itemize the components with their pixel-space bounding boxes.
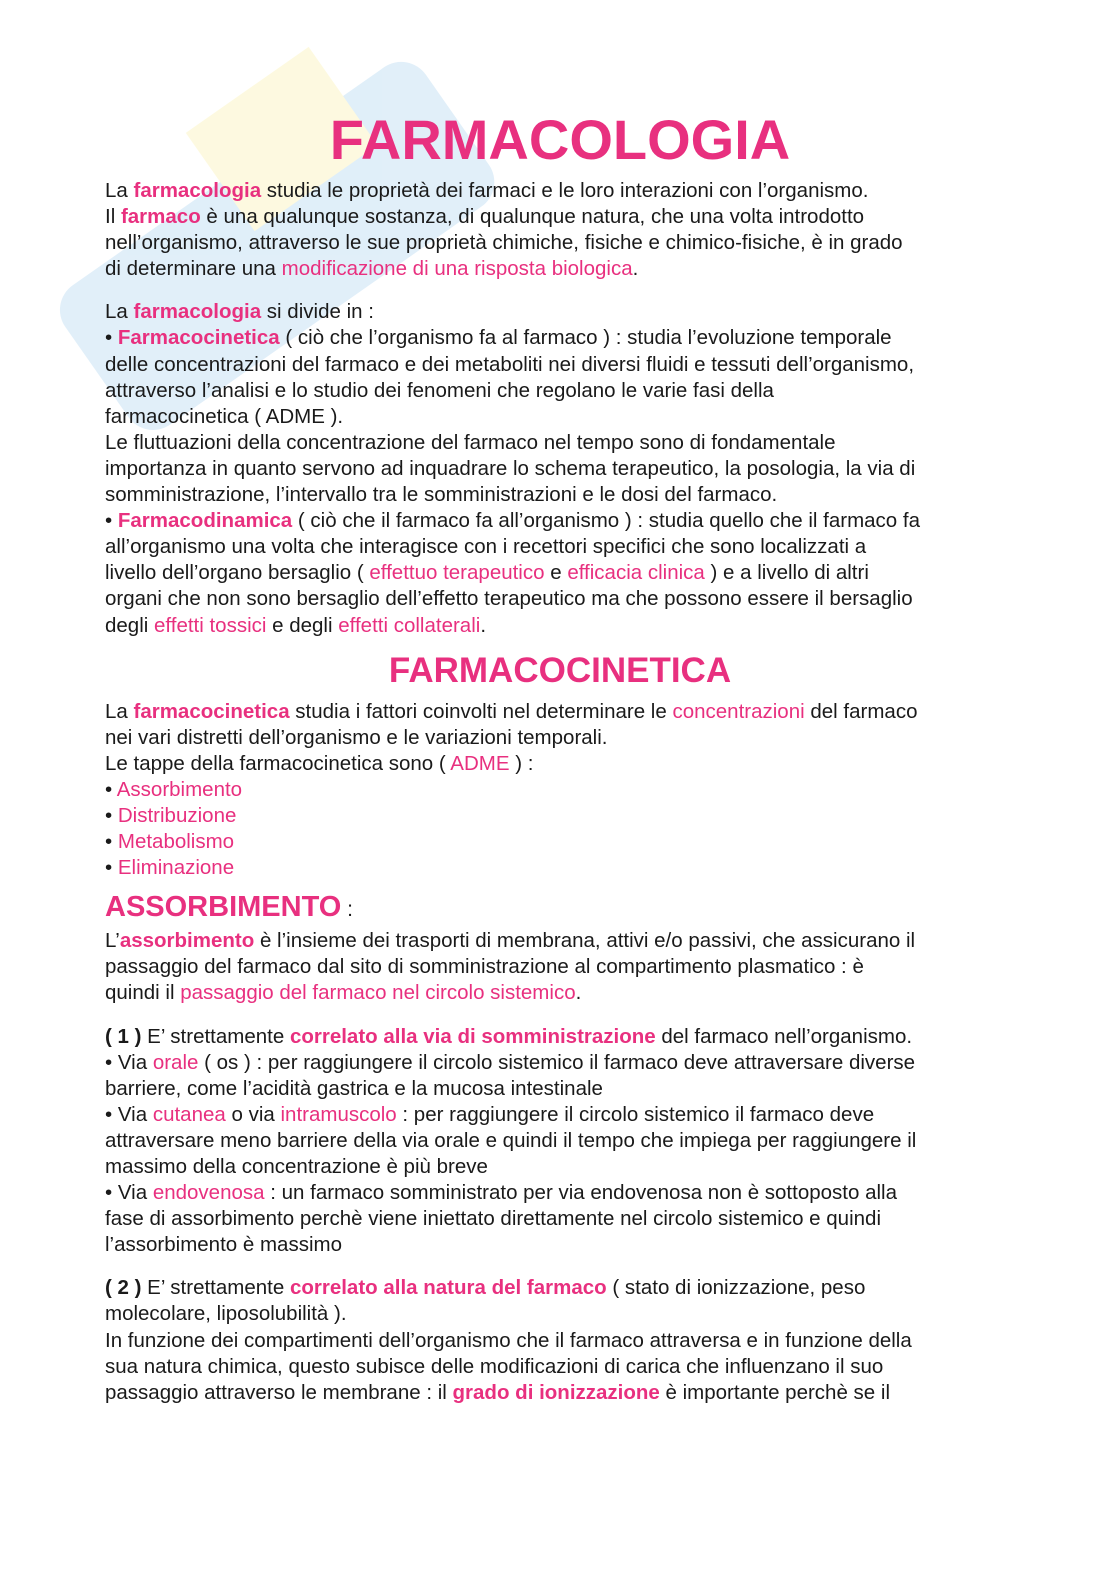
- text-run: La: [105, 300, 134, 324]
- text-run: nell’organismo, attraverso le sue proprietà chimiche, fisiche e chimico-fisiche, è in grado: [105, 231, 903, 255]
- text-line: [105, 178, 1015, 204]
- highlighted-term: Metabolismo: [117, 830, 235, 854]
- text-run: all’organismo una volta che interagisce con i recettori specifici che sono localizzati a: [105, 535, 867, 559]
- text-run: attraverso l’analisi e lo studio dei fenomeni che regolano le varie fasi della: [105, 378, 774, 402]
- document-body: [105, 178, 1015, 1406]
- text-line: [105, 1232, 1015, 1258]
- text-run: è importante perchè se il: [659, 1380, 891, 1404]
- text-run: quindi il: [105, 981, 181, 1005]
- highlighted-term: correlato alla via di somministrazione: [289, 1024, 656, 1048]
- highlighted-term: farmacologia: [133, 300, 262, 324]
- highlighted-term: Farmacocinetica: [117, 326, 280, 350]
- highlighted-term: concentrazioni: [672, 699, 805, 723]
- text-run: organi che non sono bersaglio dell’effetto terapeutico ma che possono essere il bersaglio: [105, 587, 913, 611]
- text-run: del farmaco nell’organismo.: [655, 1024, 913, 1048]
- text-run: ( ciò che l’organismo fa al farmaco ) : studia l’evoluzione temporale: [279, 326, 892, 350]
- paragraph: [105, 928, 1015, 1006]
- text-line: [105, 613, 1015, 639]
- text-line: [105, 829, 1015, 855]
- highlighted-term: passaggio del farmaco nel circolo sistemico: [180, 981, 576, 1005]
- text-line: [105, 1275, 1015, 1301]
- text-run: : per raggiungere il circolo sistemico il farmaco deve: [396, 1102, 875, 1126]
- highlighted-term: efficacia clinica: [567, 561, 705, 585]
- text-line: [105, 534, 1015, 560]
- highlighted-term: modificazione di una risposta biologica: [281, 257, 633, 281]
- text-run: •: [105, 777, 117, 801]
- highlighted-term: effettuo terapeutico: [369, 561, 545, 585]
- text-run: barriere, come l’acidità gastrica e la mucosa intestinale: [105, 1076, 603, 1100]
- subsection-heading-colon: :: [341, 898, 353, 922]
- text-run: •: [105, 803, 118, 827]
- text-run: molecolare, liposolubilità ).: [105, 1302, 347, 1326]
- page-title: FARMACOLOGIA: [329, 108, 791, 171]
- text-run: livello dell’organo bersaglio (: [105, 561, 370, 585]
- paragraph: [105, 178, 1015, 282]
- text-line: [105, 699, 1015, 725]
- text-run: passaggio del farmaco dal sito di somministrazione al compartimento plasmatico : è: [105, 955, 864, 979]
- text-run: Le fluttuazioni della concentrazione del farmaco nel tempo sono di fondamentale: [105, 430, 836, 454]
- text-run: passaggio attraverso le membrane : il: [105, 1380, 453, 1404]
- text-run: .: [575, 981, 582, 1005]
- text-run: e degli: [266, 613, 339, 637]
- text-line: [105, 803, 1015, 829]
- paragraph: [105, 1275, 1015, 1405]
- text-line: [105, 1328, 1015, 1354]
- text-line: [105, 1380, 1015, 1406]
- highlighted-term: cutanea: [152, 1102, 226, 1126]
- text-line: [105, 230, 1015, 256]
- text-line: [105, 378, 1015, 404]
- highlighted-term: endovenosa: [152, 1181, 265, 1205]
- highlighted-term: ( 2 ): [105, 1276, 142, 1300]
- text-run: ( os ) : per raggiungere il circolo sistemico il farmaco deve attraversare diverse: [198, 1050, 916, 1074]
- text-run: importanza in quanto servono ad inquadrare lo schema terapeutico, la posologia, la via di: [105, 456, 916, 480]
- text-line: [105, 204, 1015, 230]
- text-run: somministrazione, l’intervallo tra le somministrazioni e le dosi del farmaco.: [105, 483, 778, 507]
- text-run: e: [544, 561, 568, 585]
- text-run: degli: [105, 613, 155, 637]
- text-run: è l’insieme dei trasporti di membrana, attivi e/o passivi, che assicurano il: [254, 929, 916, 953]
- text-line: [105, 586, 1015, 612]
- text-run: delle concentrazioni del farmaco e dei metaboliti nei diversi fluidi e tessuti dell’organismo,: [105, 352, 915, 376]
- text-line: [105, 725, 1015, 751]
- text-run: In funzione dei compartimenti dell’organismo che il farmaco attraversa e in funzione della: [105, 1328, 912, 1352]
- highlighted-term: grado di ionizzazione: [452, 1380, 660, 1404]
- text-line: [105, 325, 1015, 351]
- text-run: ) :: [509, 751, 534, 775]
- text-run: studia le proprietà dei farmaci e le loro interazioni con l’organismo.: [261, 179, 869, 202]
- highlighted-term: Assorbimento: [116, 777, 243, 801]
- text-line: [105, 855, 1015, 881]
- text-run: fase di assorbimento perchè viene iniettato direttamente nel circolo sistemico e quindi: [105, 1207, 881, 1231]
- text-run: .: [480, 613, 487, 637]
- highlighted-term: Farmacodinamica: [117, 509, 293, 533]
- text-line: [105, 1154, 1015, 1180]
- text-run: • Via: [105, 1181, 153, 1205]
- highlighted-term: effetti collaterali: [338, 613, 481, 637]
- text-run: E’ strettamente: [141, 1024, 290, 1048]
- text-line: [105, 256, 1015, 282]
- text-line: [105, 1050, 1015, 1076]
- paragraph: [105, 699, 1015, 882]
- text-line: [105, 1354, 1015, 1380]
- highlighted-term: orale: [152, 1050, 199, 1074]
- text-run: farmacocinetica ( ADME ).: [105, 404, 344, 428]
- text-line: [105, 928, 1015, 954]
- text-run: La: [105, 179, 134, 202]
- text-line: [105, 508, 1015, 534]
- text-run: .: [632, 257, 639, 281]
- text-line: [105, 482, 1015, 508]
- text-run: l’assorbimento è massimo: [105, 1233, 342, 1257]
- text-run: •: [105, 830, 118, 854]
- highlighted-term: effetti tossici: [154, 613, 267, 637]
- text-line: [105, 777, 1015, 803]
- highlighted-term: farmacologia: [133, 179, 262, 202]
- text-run: studia i fattori coinvolti nel determinare le: [289, 699, 673, 723]
- paragraph: [105, 299, 1015, 638]
- text-line: [105, 560, 1015, 586]
- section-heading: FARMACOCINETICA: [388, 650, 732, 690]
- highlighted-term: intramuscolo: [280, 1102, 397, 1126]
- text-run: •: [105, 509, 118, 533]
- text-run: si divide in :: [261, 300, 374, 324]
- text-line: [105, 954, 1015, 980]
- highlighted-term: ( 1 ): [105, 1024, 142, 1048]
- text-run: •: [105, 856, 118, 880]
- text-run: massimo della concentrazione è più breve: [105, 1155, 488, 1178]
- text-run: •: [105, 326, 118, 350]
- text-run: • Via: [105, 1102, 153, 1126]
- text-run: di determinare una: [105, 257, 282, 281]
- text-run: • Via: [105, 1050, 153, 1074]
- text-line: [105, 352, 1015, 378]
- text-run: ( ciò che il farmaco fa all’organismo ) : studia quello che il farmaco fa: [292, 509, 921, 533]
- text-run: del farmaco: [804, 699, 918, 723]
- text-run: ( stato di ionizzazione, peso: [606, 1276, 866, 1300]
- text-line: [105, 1024, 1015, 1050]
- text-run: : un farmaco somministrato per via endovenosa non è sottoposto alla: [264, 1181, 897, 1205]
- text-run: è una qualunque sostanza, di qualunque natura, che una volta introdotto: [200, 205, 865, 229]
- text-line: [105, 456, 1015, 482]
- text-run: Il: [105, 205, 121, 229]
- paragraph: [105, 1024, 1015, 1259]
- text-run: sua natura chimica, questo subisce delle modificazioni di carica che influenzano il suo: [105, 1354, 884, 1378]
- text-run: ) e a livello di altri: [704, 561, 869, 585]
- text-run: attraversare meno barriere della via orale e quindi il tempo che impiega per raggiungere il: [105, 1128, 917, 1152]
- text-line: [105, 299, 1015, 325]
- text-run: E’ strettamente: [141, 1276, 290, 1300]
- text-line: [105, 1180, 1015, 1206]
- text-line: [105, 1102, 1015, 1128]
- text-line: [105, 751, 1015, 777]
- highlighted-term: Eliminazione: [117, 856, 235, 880]
- text-run: o via: [225, 1102, 281, 1126]
- highlighted-term: correlato alla natura del farmaco: [289, 1276, 607, 1300]
- text-line: [105, 1301, 1015, 1327]
- highlighted-term: assorbimento: [119, 929, 255, 953]
- text-line: [105, 1206, 1015, 1232]
- highlighted-term: ADME: [450, 751, 510, 775]
- text-run: Le tappe della farmacocinetica sono (: [105, 751, 451, 775]
- subsection-heading: [105, 889, 1015, 928]
- text-run: L’: [105, 929, 120, 953]
- text-line: [105, 980, 1015, 1006]
- highlighted-term: farmacocinetica: [133, 699, 290, 723]
- text-run: La: [105, 699, 134, 723]
- highlighted-term: Distribuzione: [117, 803, 237, 827]
- text-line: [105, 1128, 1015, 1154]
- text-line: [105, 430, 1015, 456]
- text-line: [105, 1076, 1015, 1102]
- text-line: [105, 404, 1015, 430]
- text-run: nei vari distretti dell’organismo e le variazioni temporali.: [105, 725, 608, 749]
- highlighted-term: farmaco: [120, 205, 201, 229]
- document-page: [105, 108, 1015, 1406]
- subsection-heading-text: ASSORBIMENTO: [105, 891, 342, 924]
